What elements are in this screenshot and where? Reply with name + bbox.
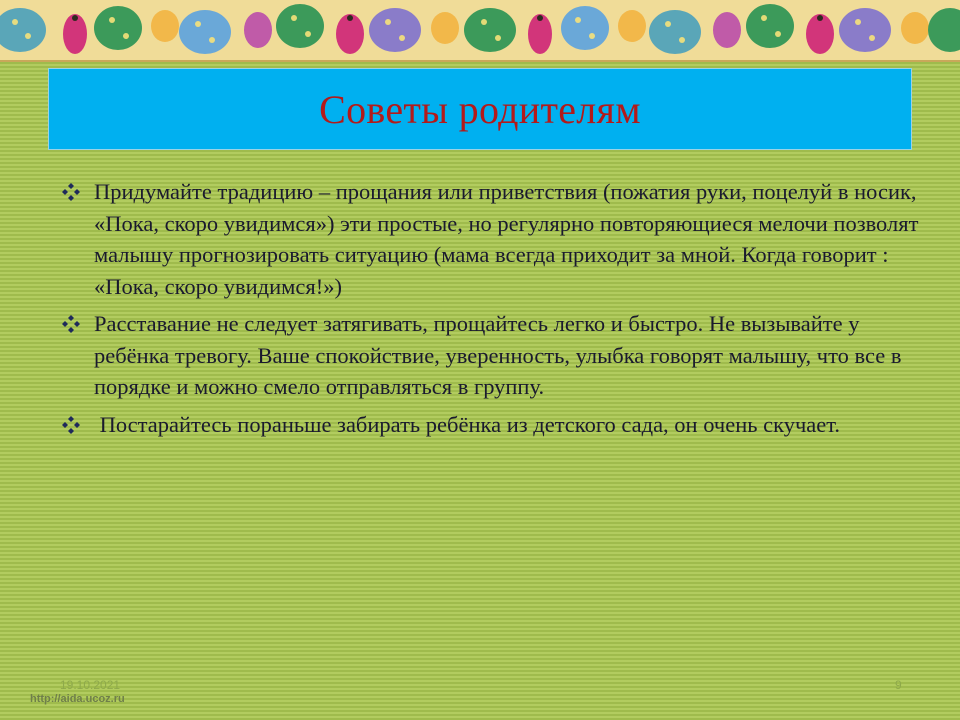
bug-pattern-border-graphic	[0, 0, 960, 60]
bullet-list	[62, 176, 925, 446]
bullet-item	[62, 308, 922, 403]
bullet-text: Постарайтесь пораньше забирать ребёнка из детского сада, он очень скучает.	[94, 411, 841, 437]
page-number: 9	[895, 678, 902, 692]
bullet-text: Придумайте традицию – прощания или приветствия (пожатия руки, поцелуй в носик, «Пока, скоро увидимся») эти простые, но регулярно повторяющиеся мелочи позволят малышу прогнозировать ситуацию (мама всегда приходит за мной. Когда говорит : «Пока, скоро увидимся!»)	[94, 179, 925, 299]
decorative-top-border	[0, 0, 960, 62]
bullet-item	[62, 409, 922, 441]
title-box	[48, 68, 912, 150]
bullet-item	[62, 176, 925, 302]
footer-url[interactable]: http://aida.ucoz.ru	[30, 693, 125, 705]
four-diamond-bullet-icon	[62, 176, 94, 206]
four-diamond-bullet-icon	[62, 409, 94, 439]
slide-title: Советы родителям	[319, 86, 641, 132]
footer-date: 19.10.2021	[60, 678, 121, 692]
four-diamond-bullet-icon	[62, 308, 94, 338]
bullet-text: Расставание не следует затягивать, прощайтесь легко и быстро. Не вызывайте у ребёнка тревогу. Ваше спокойствие, уверенность, улыбка говорят малышу, что все в порядке и можно смело отправляться в группу.	[94, 311, 908, 399]
